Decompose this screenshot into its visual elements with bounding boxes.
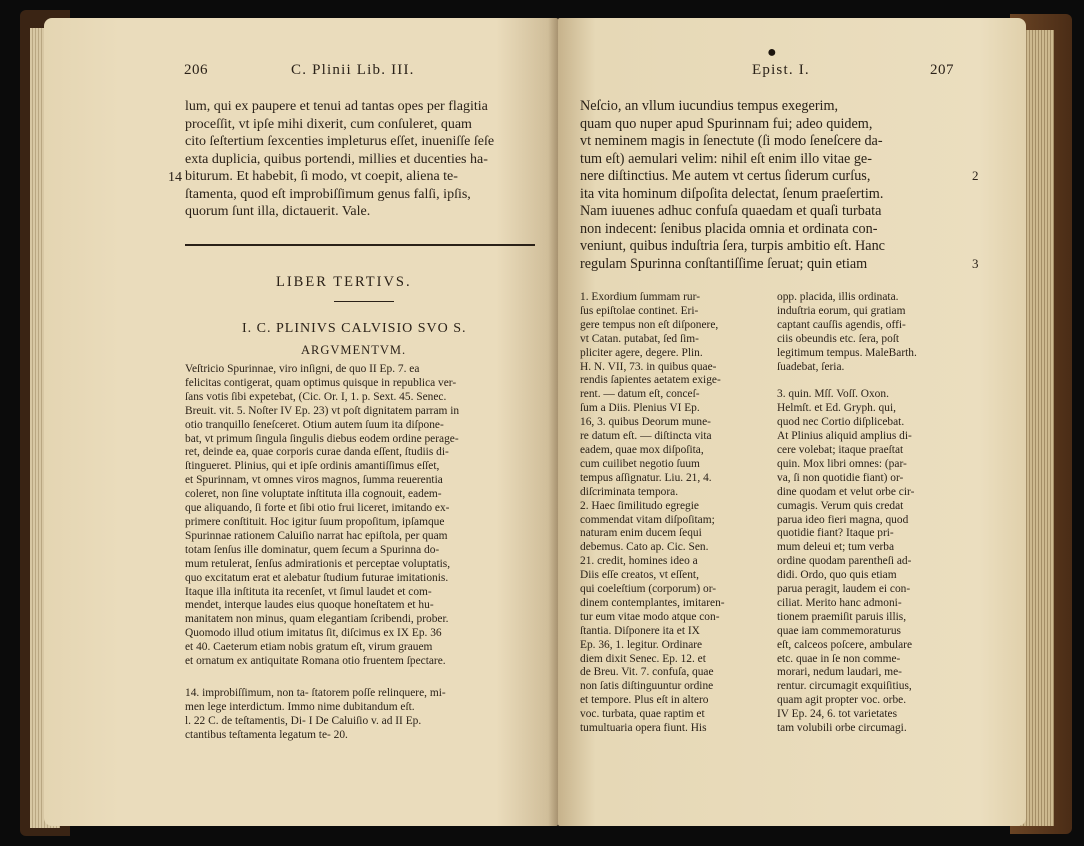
argument-text <box>185 363 459 669</box>
footnote-line: ſum a Diis. Plenius VI Ep. <box>580 402 700 415</box>
right-margin-number-2: 2 <box>972 168 979 183</box>
argument-line: ſans votis ſibi expetebat, (Cic. Or. I, 1. p. Sext. 45. Senec. <box>185 390 447 403</box>
footnote-line: eſt, calceos poſcere, ambulare <box>777 638 913 651</box>
argument-line: ſtingueret. Plinius, qui et ipſe ordinis amantiſſimus eſſet, <box>185 460 440 473</box>
footnote-line: diſcriminata tempora. <box>580 485 679 498</box>
text-line: lum, qui ex paupere et tenui ad tantas opes per flagitia <box>185 99 488 114</box>
footnote-line: rent. — datum eſt, conceſ- <box>580 388 700 401</box>
left-page-number: 206 <box>184 62 208 78</box>
argument-line: Spurinnae rationem Caluiſio narrat hac epiſtola, per quam <box>185 529 448 542</box>
footnote-line: quam agit propter voc. orbe. <box>777 694 907 707</box>
right-page-number: 207 <box>930 62 954 78</box>
footnote-line: pliciter agere, degere. Plin. <box>580 346 703 359</box>
right-margin-number-3: 3 <box>972 256 979 271</box>
argument-line: que aliquando, ſi forte et ſibi otio frui liceret, imitando ex- <box>185 502 450 515</box>
right-footnotes-col1 <box>580 291 725 736</box>
footnote-line: ſtantia. Diſponere ita et IX <box>580 624 700 637</box>
argument-line: Quomodo illud otium imitatus ſit, diſcimus ex IX Ep. 36 <box>185 627 442 640</box>
text-line: cito ſeſtertium ſexcenties impleturus eſſet, inueniſſe ſeſe <box>185 134 495 149</box>
footnote-line: ſus epiſtolae continet. Eri- <box>580 304 699 317</box>
footnote-line: quin. Mox libri omnes: (par- <box>777 457 907 470</box>
argument-line: totam ſenſus ille dominatur, quem ſecum a Spurinna do- <box>185 543 440 556</box>
argument-line: et 40. Caeterum etiam nobis gratum eſt, virum grauem <box>185 641 433 654</box>
footnote-line: dinem contemplantes, imitaren- <box>580 596 725 609</box>
footnote-line: quod nec Cortio diſplicebat. <box>777 416 905 429</box>
footnote-line: ctantibus teſtamenta legatum te- 20. <box>185 728 348 741</box>
footnote-line: parua ideo fieri magna, quod <box>777 513 909 526</box>
footnote-line: tam volubili orbe circumagi. <box>777 722 907 735</box>
footnote-line: IV Ep. 24, 6. tot varietates <box>777 708 897 721</box>
footnote-line: 3. quin. Mſſ. Voſſ. Oxon. <box>777 388 889 401</box>
left-carryover-text <box>185 98 494 221</box>
text-line: veniunt, quibus induſtria ſera, turpis ambitio eſt. Hanc <box>580 238 885 254</box>
left-page <box>44 18 558 826</box>
footnote-line: diem dixit Senec. Ep. 12. et <box>580 652 706 665</box>
footnote-line: cere volebat; itaque praeſtat <box>777 443 904 456</box>
footnote-line: tempus aſſignatur. Liu. 21, 4. <box>580 471 712 484</box>
text-line: Nam iuuenes adhuc confuſa quaedam et quaſi turbata <box>580 203 882 219</box>
footnote-line: vt Catan. putabat, ſed ſim- <box>580 332 699 345</box>
argument-line: ret, deinde ea, quae corporis curae danda eſſent, ſtudiis di- <box>185 446 449 459</box>
footnote-line: 16, 3. quibus Deorum mune- <box>580 416 711 429</box>
footnote-line: mum deleui et; tum verba <box>777 541 895 554</box>
footnote-line: etc. quae in ſe non comme- <box>777 652 901 665</box>
footnote-line: cumagis. Verum quis credat <box>777 499 904 512</box>
footnote-line: dine quodam et velut orbe cir- <box>777 485 915 498</box>
left-running-title: C. Plinii Lib. III. <box>291 62 415 78</box>
argument-line: manitatem non minus, quam elegantiam ſcribendi, prober. <box>185 613 449 626</box>
text-line: Neſcio, an vllum iucundius tempus exegerim, <box>580 98 839 114</box>
argument-line: quo excitatum erat et alebatur ſtudium futurae imitationis. <box>185 571 449 584</box>
left-footnotes <box>185 687 446 743</box>
text-line: exta duplicia, quibus portendi, millies et ducenties ha- <box>185 151 488 167</box>
footnote-line: ſuadebat, ſeria. <box>777 360 845 373</box>
text-line: tum eſt) aemulari velim: nihil eſt enim illo vitae ge- <box>580 150 872 167</box>
footnote-line: H. N. VII, 73. in quibus quae- <box>580 360 717 373</box>
right-main-text <box>580 98 885 273</box>
footnote-line: rendis ſapientes aetatem exige- <box>580 374 721 387</box>
footnote-line: gere tempus non eſt diſponere, <box>580 318 719 331</box>
open-book <box>14 10 1072 838</box>
footnote-line: 1. Exordium ſummam rur- <box>580 291 700 303</box>
section-rule <box>185 244 535 246</box>
argument-line: bat, vt primum ſingula ſingulis diebus eodem ordine perage- <box>185 432 459 445</box>
footnote-line: 21. credit, homines ideo a <box>580 555 698 568</box>
footnote-line: ordine quodam parentheſi ad- <box>777 555 912 568</box>
footnote-line: Ep. 36, 1. legitur. Ordinare <box>580 638 703 651</box>
footnote-line: cum cuilibet negotio ſuum <box>580 457 700 470</box>
right-running-title: Epist. I. <box>752 62 810 78</box>
footnote-line: eadem, quae mox diſpoſita, <box>580 443 704 456</box>
footnote-line: didi. Ordo, quo quis etiam <box>777 569 897 582</box>
footnote-line: debemus. Cato ap. Cic. Sen. <box>580 541 709 554</box>
argument-line: coleret, non ſine voluptate inſtituta illa cognouit, eadem- <box>185 488 442 501</box>
footnote-line: Diis eſſe creatos, vt eſſent, <box>580 569 699 582</box>
footnote-line: rentur. circumagit exquiſitius, <box>777 680 912 693</box>
footnote-line: ciliat. Merito hanc admoni- <box>777 596 902 609</box>
argument-line: primere conſtituit. Hoc igitur ſuum propoſitum, ipſamque <box>185 515 445 528</box>
text-line: quam quo nuper apud Spurinnam fui; adeo quidem, <box>580 115 873 132</box>
book-heading: LIBER TERTIVS. <box>276 274 412 290</box>
text-line: biturum. Et habebit, ſi modo, vt coepit, aliena te- <box>185 169 458 184</box>
footnote-line: commendat vitam diſpoſitam; <box>580 513 715 526</box>
footnote-line: et tempore. Plus eſt in altero <box>580 694 709 707</box>
footnote-line: parua peragit, laudem ei con- <box>777 583 911 596</box>
footnote-line: re datum eſt. — diſtincta vita <box>580 430 712 443</box>
footnote-line: legitimum tempus. MaleBarth. <box>777 346 917 359</box>
footnote-line: tionem praemiſit paruis illis, <box>777 610 907 623</box>
letter-heading: I. C. PLINIVS CALVISIO SVO S. <box>242 321 467 336</box>
footnote-line: l. 22 C. de teſtamentis, Di- I De Caluiſio v. ad II Ep. <box>185 714 422 727</box>
ink-spot: ● <box>767 44 777 61</box>
footnote-line: naturam enim ducem ſequi <box>580 527 702 540</box>
argument-line: otio tranquillo ſeneſceret. Otium autem ſuum ita diſpone- <box>185 418 444 431</box>
text-line: non indecent: ſenibus placida omnia et ordinata con- <box>580 220 878 237</box>
footnote-line: voc. turbata, quae raptim et <box>580 708 705 721</box>
footnote-line: va, ſi non quotidie fiant) or- <box>777 471 904 484</box>
text-line: proceſſit, vt ipſe mihi dixerit, cum conſuleret, quam <box>185 116 472 132</box>
footnote-line <box>777 374 917 388</box>
text-line: ita vita hominum diſpoſita delectat, ſenum praeſertim. <box>580 185 884 202</box>
footnote-line: morari, nedum laudari, me- <box>777 666 902 679</box>
left-margin-number: 14 <box>168 170 182 185</box>
footnote-line: tur eum vitae modo atque con- <box>580 610 720 623</box>
argument-heading: ARGVMENTVM. <box>301 343 407 357</box>
footnote-line: ciis obeundis etc. ſera, poſt <box>777 332 900 345</box>
text-line: nere diſtinctius. Me autem vt certus ſiderum curſus, <box>580 168 871 184</box>
argument-line: Veſtricio Spurinnae, viro inſigni, de quo II Ep. 7. ea <box>185 363 420 375</box>
footnote-line: captant cauſſis agendis, offi- <box>777 318 906 331</box>
footnote-line: quotidie fiant? Itaque pri- <box>777 527 894 540</box>
footnote-line: quae iam commemoraturus <box>777 624 901 637</box>
right-page <box>558 18 1026 826</box>
footnote-line: men lege interdictum. Immo nime dubitandum eſt. <box>185 700 415 713</box>
right-footnotes-col2 <box>777 291 917 736</box>
footnote-line: opp. placida, illis ordinata. <box>777 291 899 303</box>
footnote-line: 2. Haec ſimilitudo egregie <box>580 499 699 512</box>
argument-line: felicitas contigerat, quam optimus quisque in republica ver- <box>185 376 457 389</box>
text-line: quorum ſunt illa, dictauerit. Vale. <box>185 204 371 219</box>
argument-line: Breuit. vit. 5. Noſter IV Ep. 23) vt poſt dignitatem parram in <box>185 404 460 417</box>
footnote-line: qui coeleſtium (corporum) or- <box>580 583 717 596</box>
footnote-line: 14. improbiſſimum, non ta- ſtatorem poſſe relinquere, mi- <box>185 687 446 699</box>
argument-line: et Spurinnam, vt omnes viros magnos, ſumma reuerentia <box>185 474 443 487</box>
argument-line: Itaque illa inſtituta ita recenſet, vt ſimul laudet et com- <box>185 585 432 598</box>
heading-ornament-rule <box>334 301 394 302</box>
text-line: ſtamenta, quod eſt improbiſſimum genus falſi, ipſis, <box>185 186 471 202</box>
argument-line: mum retulerat, ſenſus admirationis et perceptae voluptatis, <box>185 557 451 570</box>
footnote-line: tumultuaria opera fiunt. His <box>580 722 707 735</box>
footnote-line: de Breu. Vit. 7. confuſa, quae <box>580 666 714 679</box>
text-line: vt neminem magis in ſenectute (ſi modo ſeneſcere da- <box>580 133 883 149</box>
text-line: regulam Spurinna conſtantiſſime ſeruat; quin etiam <box>580 255 868 272</box>
footnote-line: induſtria eorum, qui gratiam <box>777 304 906 317</box>
argument-line: et ornatum ex antiquitate Romana otio fruentem ſpectare. <box>185 655 446 668</box>
footnote-line: Helmſt. et Ed. Gryph. qui, <box>777 402 896 415</box>
footnote-line: non ſatis diſtinguuntur ordine <box>580 680 714 693</box>
footnote-line: At Plinius aliquid amplius di- <box>777 430 912 443</box>
argument-line: mendet, interque laudes eius quoque honeſtatem et hu- <box>185 599 434 612</box>
